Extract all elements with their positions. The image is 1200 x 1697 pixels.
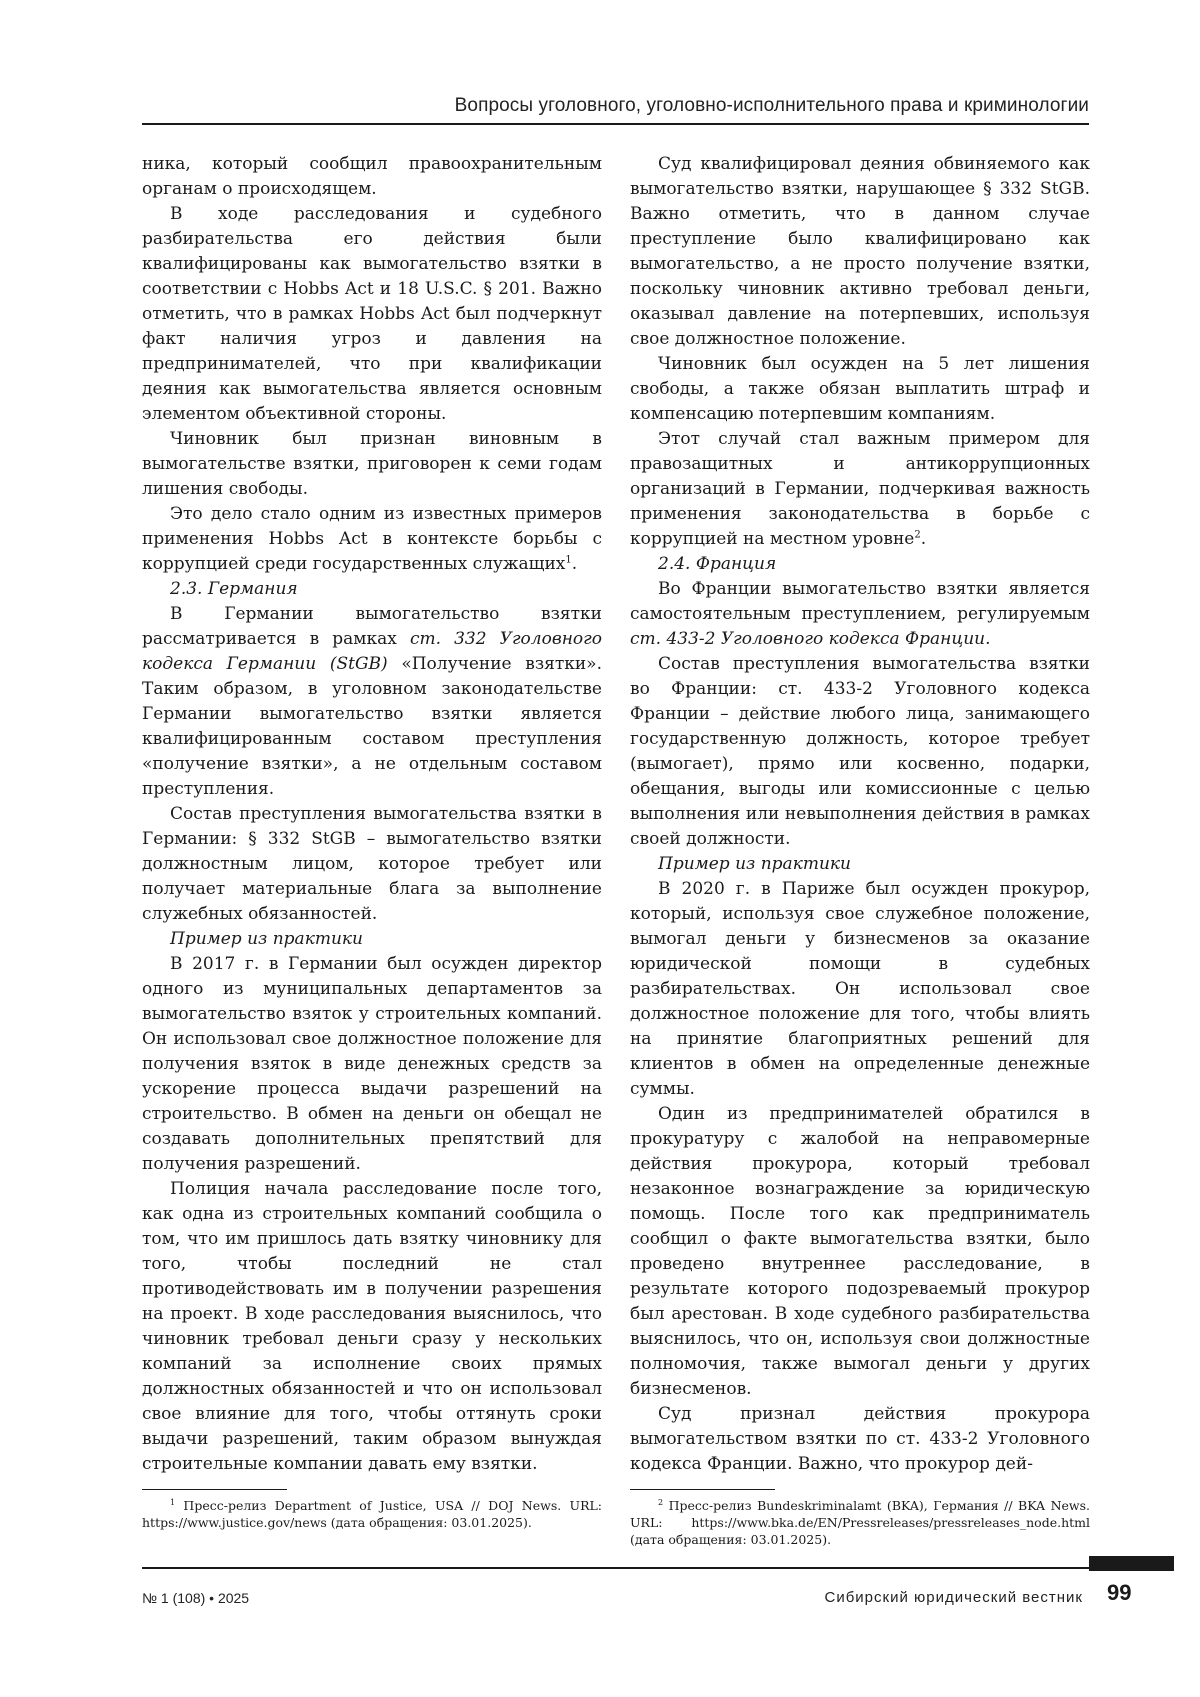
footnote-mark: 2 (658, 1497, 664, 1507)
right-paragraph-8: Суд признал действия прокурора вымогательством взятки по ст. 433-2 Уголовного кодекса Франции. Важно, что прокурор дей- (630, 1404, 1090, 1474)
footnote-text: Пресс-релиз Department of Justice, USA // DOJ News. URL: https://www.justice.gov/news (дата обращения: 03.01.2025). (142, 1498, 602, 1530)
paragraph-text: В Германии вымогательство взятки рассматривается в рамках (142, 604, 602, 649)
subheading-practice-germany: Пример из практики (170, 929, 364, 949)
footnote-ref-2: 2 (914, 529, 921, 541)
paragraph-text: Это дело стало одним из известных примеров применения Hobbs Act в контексте борьбы с коррупцией среди государственных служащих (142, 504, 602, 574)
footnote-mark: 1 (170, 1497, 176, 1507)
paragraph-text: Во Франции вымогательство взятки является самостоятельным преступлением, регулируемым (630, 579, 1090, 624)
right-paragraph-7: Один из предпринимателей обратился в прокуратуру с жалобой на неправомерные действия прокурора, который требовал незаконное вознаграждение за юридическую помощь. После того как предприниматель сообщил о факте вымогательства взятки, было проведено внутреннее расследование, в результате которого подозреваемый прокурор был арестован. В ходе судебного разбирательства выяснилось, что он, используя свои должностные полномочия, также вымогал деньги у других бизнесменов. (630, 1104, 1090, 1399)
left-column (142, 152, 602, 1531)
issue-number: № 1 (108) • 2025 (142, 1590, 250, 1606)
footer-bar (1089, 1556, 1174, 1571)
page-number: 99 (1107, 1580, 1132, 1605)
right-paragraph-4 (630, 577, 1090, 652)
left-paragraph-7: В 2017 г. в Германии был осужден директор одного из муниципальных департаментов за вымогательство взяток у строительных компаний. Он использовал свое должностное положение для получения взяток в виде денежных средств за ускорение процесса выдачи разрешений на строительство. В обмен на деньги он обещал не создавать дополнительных препятствий для получения разрешений. (142, 954, 602, 1174)
running-head: Вопросы уголовного, уголовно-исполнительного права и криминологии (454, 95, 1089, 116)
right-paragraph-2: Чиновник был осужден на 5 лет лишения свободы, а также обязан выплатить штраф и компенсацию потерпевшим компаниям. (630, 354, 1090, 424)
section-heading-france: 2.4. Франция (658, 554, 777, 574)
left-paragraph-1: ника, который сообщил правоохранительным органам о происходящем. (142, 154, 602, 199)
header-rule (142, 123, 1089, 125)
left-paragraph-5 (142, 602, 602, 802)
left-paragraph-2: В ходе расследования и судебного разбирательства его действия были квалифицированы как вымогательство взятки в соответствии с Hobbs Act и 18 U.S.C. § 201. Важно отметить, что в рамках Hobbs Act был подчеркнут факт наличия угроз и давления на предпринимателей, что при квалификации деяния как вымогательства является основным элементом объективной стороны. (142, 204, 602, 424)
footnote-1 (142, 1497, 602, 1531)
left-paragraph-4 (142, 502, 602, 577)
paragraph-end: . (571, 554, 578, 574)
left-paragraph-8: Полиция начала расследование после того, как одна из строительных компаний сообщила о том, что им пришлось дать взятку чиновнику для того, чтобы последний не стал противодействовать им в получении разрешения на проект. В ходе расследования выяснилось, что чиновник требовал деньги сразу у нескольких компаний за исполнение своих прямых должностных обязанностей и что он использовал свое влияние для того, чтобы оттянуть сроки выдачи разрешений, таким образом вынуждая строительные компании давать ему взятки. (142, 1179, 602, 1474)
emphasis-code-france: ст. 433-2 Уголовного кодекса Франции. (630, 629, 991, 649)
right-paragraph-6: В 2020 г. в Париже был осужден прокурор, который, используя свое служебное положение, вымогал деньги у бизнесменов за оказание юридической помощи в судебных разбирательствах. Он использовал свое должностное положение для того, чтобы влиять на принятие благоприятных решений для клиентов в обмен на определенные денежные суммы. (630, 879, 1090, 1099)
footnote-2 (630, 1497, 1090, 1548)
footer-rule (142, 1567, 1089, 1569)
subheading-practice-france: Пример из практики (658, 854, 852, 874)
right-paragraph-3 (630, 427, 1090, 552)
paragraph-end: . (920, 529, 927, 549)
left-paragraph-6: Состав преступления вымогательства взятки в Германии: § 332 StGB – вымогательство взятки должностным лицом, которое требует или получает материальные блага за выполнение служебных обязанностей. (142, 804, 602, 924)
left-paragraph-3: Чиновник был признан виновным в вымогательстве взятки, приговорен к семи годам лишения свободы. (142, 429, 602, 499)
section-heading-germany: 2.3. Германия (170, 579, 298, 599)
footnote-text: Пресс-релиз Bundeskriminalamt (BKA), Германия // BKA News. URL: https://www.bka.de/EN/Pressreleases/pressreleases_node.html (дата обращения: 03.01.2025). (630, 1498, 1090, 1547)
paragraph-text: «Получение взятки». Таким образом, в уголовном законодательстве Германии вымогательство взятки является квалифицированным составом преступления «получение взятки», а не отдельным составом преступления. (142, 654, 602, 799)
footnote-rule (630, 1489, 775, 1490)
right-column (630, 152, 1090, 1548)
right-paragraph-1: Суд квалифицировал деяния обвиняемого как вымогательство взятки, нарушающее § 332 StGB. Важно отметить, что в данном случае преступление было квалифицировано как вымогательство, а не просто получение взятки, поскольку чиновник активно требовал деньги, оказывал давление на потерпевших, используя свое должностное положение. (630, 154, 1090, 349)
right-paragraph-5: Состав преступления вымогательства взятки во Франции: ст. 433-2 Уголовного кодекса Франции – действие любого лица, занимающего государственную должность, которое требует (вымогает), прямо или косвенно, подарки, обещания, выгоды или комиссионные с целью выполнения или невыполнения действия в рамках своей должности. (630, 654, 1090, 849)
journal-title: Сибирский юридический вестник (824, 1589, 1083, 1606)
paragraph-text: Этот случай стал важным примером для правозащитных и антикоррупционных организаций в Германии, подчеркивая важность применения законодательства в борьбе с коррупцией на местном уровне (630, 429, 1090, 549)
footnote-ref-1: 1 (565, 554, 572, 566)
footnote-rule (142, 1489, 287, 1490)
emphasis-stgb: ст. 332 Уголовного кодекса Германии (StGB) (142, 629, 602, 674)
